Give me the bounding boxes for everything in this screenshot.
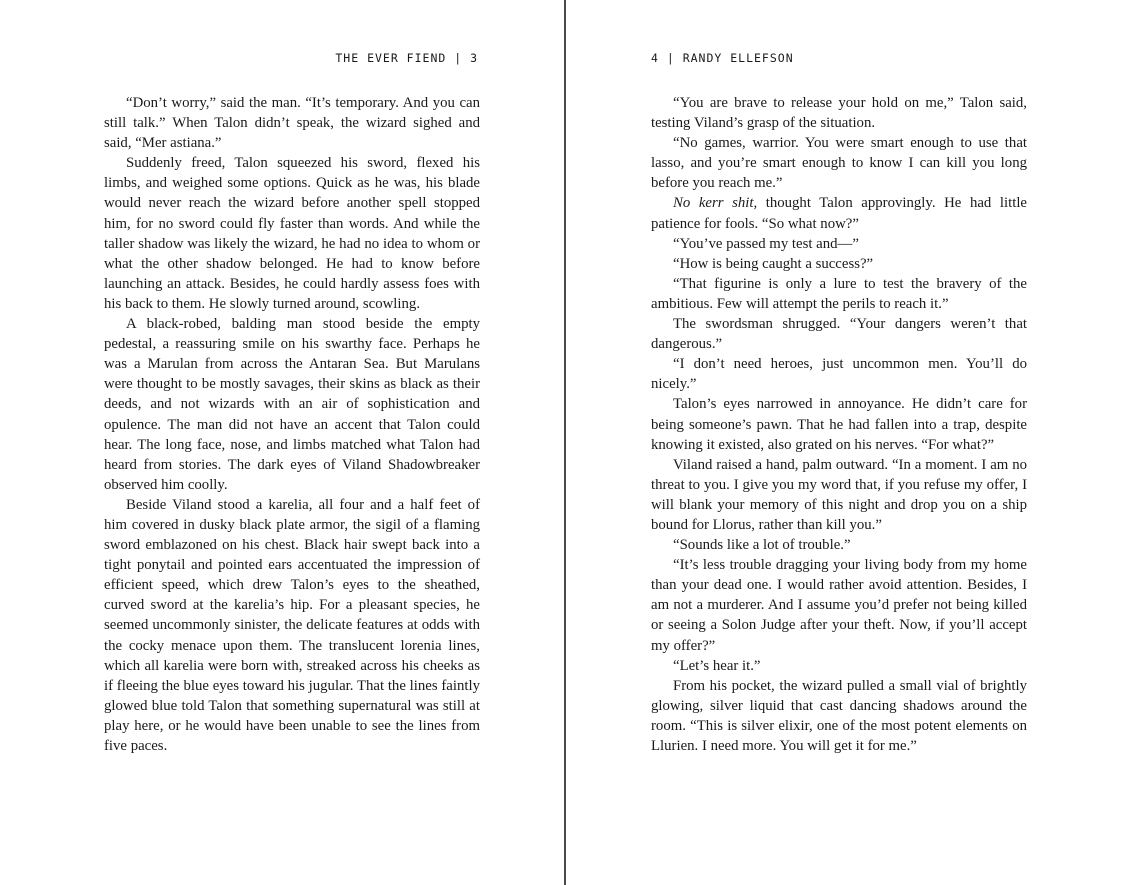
paragraph: “It’s less trouble dragging your living body from my home than your dead one. I would rather avoid attention. Besides, I am not a murderer. And I assume you’d prefer not being killed or seeing a Solon Judge after your theft. Now, if you’ll accept my offer?” [651,557,1027,654]
right-body-text [651,93,1027,756]
left-body-text [104,93,480,756]
paragraph: Viland raised a hand, palm outward. “In a moment. I am no threat to you. I give you my word that, if you refuse my offer, I will blank your memory of this night and drop you on a ship bound for Llorus, rather than kill you.” [651,456,1027,533]
paragraph: “You’ve passed my test and—” [673,235,859,252]
paragraph: “No games, warrior. You were smart enough to use that lasso, and you’re smart enough to know I can kill you long before you reach me.” [651,135,1027,192]
paragraph: “You are brave to release your hold on me,” Talon said, testing Viland’s grasp of the situation. [651,95,1027,132]
paragraph: “Let’s hear it.” [673,657,761,674]
paragraph: “How is being caught a success?” [673,255,874,272]
paragraph-italic-thought [651,193,1027,233]
paragraph: A black-robed, balding man stood beside the empty pedestal, a reassuring smile on his swarthy face. Perhaps he was a Marulan from across the Antaran Sea. But Marulans were thought to be mostly savages, their skins as black as their deeds, and not wizards with an air of sophistication and opulence. The man did not have an accent that Talon could hear. The long face, nose, and limbs matched what Talon had heard from stories. The dark eyes of Viland Shadowbreaker observed him coolly. [104,316,480,493]
paragraph: “That figurine is only a lure to test the bravery of the ambitious. Few will attempt the perils to reach it.” [651,275,1027,312]
right-page [651,0,1027,885]
right-running-head: 4 | RANDY ELLEFSON [651,51,794,65]
paragraph: Talon’s eyes narrowed in annoyance. He didn’t care for being someone’s pawn. That he had fallen into a trap, despite knowing it existed, also grated on his nerves. “For what?” [651,396,1027,453]
paragraph: The swordsman shrugged. “Your dangers weren’t that dangerous.” [651,316,1027,353]
paragraph: “Don’t worry,” said the man. “It’s temporary. And you can still talk.” When Talon didn’t speak, the wizard sighed and said, “Mer astiana.” [104,95,480,152]
paragraph: Suddenly freed, Talon squeezed his sword, flexed his limbs, and weighed some options. Quick as he was, his blade would never reach the wizard before another spell stopped him, for no sword could fly faster than words. And while the taller shadow was likely the wizard, he had no idea to whom or what the other shadow belonged. He had to know before launching an attack. Besides, he could hardly assess foes with his back to them. He slowly turned around, scowling. [104,155,480,312]
italic-thought: No kerr shit, [673,195,758,212]
left-page [104,0,480,885]
paragraph: From his pocket, the wizard pulled a small vial of brightly glowing, silver liquid that cast dancing shadows around the room. “This is silver elixir, one of the most potent elements on Llurien. I need more. You will get it for me.” [651,677,1027,754]
thought-rest: thought Talon approvingly. He had little patience for fools. “So what now?” [651,195,1028,232]
paragraph: “I don’t need heroes, just uncommon men. You’ll do nicely.” [651,356,1027,393]
page-gutter-divider [564,0,566,885]
paragraph: Beside Viland stood a karelia, all four and a half feet of him covered in dusky black plate armor, the sigil of a flaming sword emblazoned on his chest. Black hair swept back into a tight ponytail and pointed ears accentuated the impression of efficient speed, which drew Talon’s eyes to the sheathed, curved sword at the karelia’s hip. For a pleasant species, he seemed uncommonly sinister, the delicate features at odds with the cocky menace upon them. The translucent lorenia lines, which all karelia were born with, streaked across his cheeks as if fleeing the blue eyes toward his jugular. That the lines faintly glowed blue told Talon that something supernatural was still at play here, or he would have been unable to see the lines from five paces. [104,496,480,754]
paragraph: “Sounds like a lot of trouble.” [673,537,851,554]
left-running-head: THE EVER FIEND | 3 [335,51,478,65]
